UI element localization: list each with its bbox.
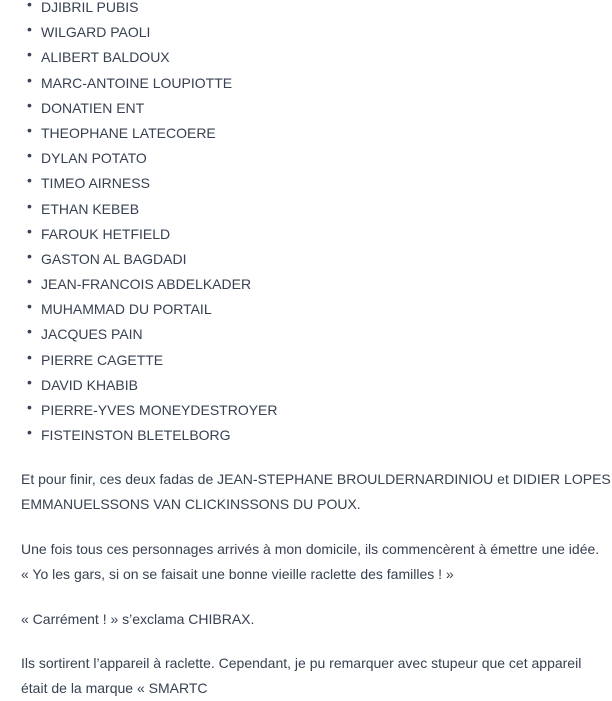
bullet-icon: •	[27, 348, 32, 365]
list-item	[21, 20, 601, 45]
list-item	[21, 322, 601, 347]
bullet-icon: •	[27, 147, 32, 164]
bullet-icon: •	[27, 96, 32, 113]
list-item-label: GASTON AL BAGDADI	[41, 250, 187, 267]
list-item-label: JACQUES PAIN	[41, 326, 143, 343]
list-item	[21, 222, 601, 247]
bullet-icon: •	[27, 323, 32, 340]
bullet-icon: •	[27, 273, 32, 290]
list-item	[21, 121, 601, 146]
list-item-label: MUHAMMAD DU PORTAIL	[41, 301, 212, 318]
list-item-label: PIERRE-YVES MONEYDESTROYER	[41, 402, 278, 418]
list-item	[21, 398, 601, 423]
paragraph-line: Ils sortirent l’appareil à raclette. Cependant, je pu remarquer avec stupeur que cet appareil	[21, 655, 582, 672]
bullet-icon: •	[27, 121, 32, 138]
bullet-icon: •	[27, 247, 32, 264]
list-item-label: FAROUK HETFIELD	[41, 225, 171, 242]
list-item	[21, 146, 601, 171]
list-item	[21, 247, 601, 272]
list-item	[21, 96, 601, 121]
list-item	[21, 423, 601, 448]
list-item	[21, 272, 601, 297]
paragraph-line: « Yo les gars, si on se faisait une bonne vieille raclette des familles ! »	[21, 566, 454, 583]
list-item	[21, 71, 601, 96]
paragraph-exclamation	[21, 607, 601, 632]
paragraph-line: EMMANUELSSONS VAN CLICKINSSONS DU POUX.	[21, 496, 361, 513]
list-item-label: THEOPHANE LATECOERE	[41, 124, 216, 141]
bullet-icon: •	[27, 424, 32, 441]
list-item-label: DYLAN POTATO	[41, 150, 147, 167]
list-item-label: TIMEO AIRNESS	[41, 175, 150, 192]
paragraph-finale	[21, 467, 611, 517]
bullet-icon: •	[27, 399, 32, 415]
paragraph-line: était de la marque « SMARTC	[21, 680, 208, 697]
list-item	[21, 171, 601, 196]
list-item	[21, 348, 601, 373]
bullet-icon: •	[27, 222, 32, 239]
list-item-label: ETHAN KEBEB	[41, 200, 140, 217]
list-item-label: MARC-ANTOINE LOUPIOTTE	[41, 74, 233, 91]
bullet-icon: •	[27, 46, 32, 63]
bullet-icon: •	[27, 298, 32, 315]
names-list	[21, 0, 601, 448]
paragraph-line: Et pour finir, ces deux fadas de JEAN-STEPHANE BROULDERNARDINIOU et DIDIER LOPES	[21, 471, 611, 488]
bullet-icon: •	[27, 0, 32, 12]
list-item-label: JEAN-FRANCOIS ABDELKADER	[41, 276, 252, 293]
list-item	[21, 197, 601, 222]
list-item-label: PIERRE CAGETTE	[41, 351, 164, 368]
list-item	[21, 297, 601, 322]
list-item	[21, 45, 601, 70]
list-item-label: DONATIEN ENT	[41, 99, 145, 116]
paragraph-line: Une fois tous ces personnages arrivés à mon domicile, ils commencèrent à émettre une idée.	[21, 541, 600, 558]
paragraph-appliance	[21, 651, 601, 701]
list-item-label: DJIBRIL PUBIS	[41, 0, 139, 15]
list-item	[21, 0, 601, 20]
list-item-label: WILGARD PAOLI	[41, 24, 151, 41]
bullet-icon: •	[27, 21, 32, 38]
paragraph-arrival	[21, 537, 601, 587]
bullet-icon: •	[27, 71, 32, 88]
list-item-label: DAVID KHABIB	[41, 376, 138, 393]
bullet-icon: •	[27, 172, 32, 189]
bullet-icon: •	[27, 197, 32, 214]
bullet-icon: •	[27, 373, 32, 390]
message-content	[21, 0, 611, 701]
list-item-label: FISTEINSTON BLETELBORG	[41, 427, 231, 444]
list-item-label: ALIBERT BALDOUX	[41, 49, 170, 66]
paragraph-line: « Carrément ! » s’exclama CHIBRAX.	[21, 611, 255, 628]
list-item	[21, 373, 601, 398]
